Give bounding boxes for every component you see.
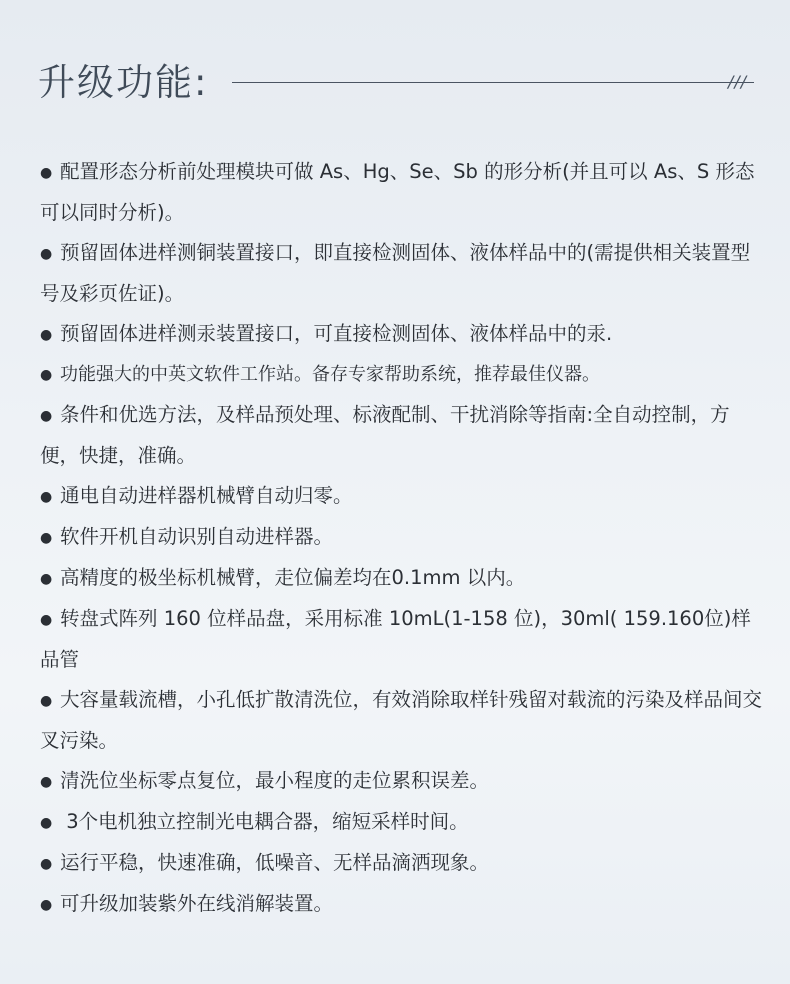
bullet-icon: ● — [40, 571, 53, 587]
bullet-icon: ● — [40, 489, 53, 505]
bullet-icon: ● — [40, 246, 53, 262]
section-header — [38, 58, 758, 108]
feature-text: 预留固体进样测汞装置接口，可直接检测固体、液体样品中的汞. — [60, 322, 613, 345]
bullet-icon: ● — [40, 327, 53, 343]
feature-item — [40, 884, 768, 925]
feature-item — [40, 802, 768, 843]
bullet-icon: ● — [40, 408, 53, 424]
feature-item — [40, 761, 768, 802]
slash-decoration: /// — [728, 72, 748, 91]
feature-text: 通电自动进样器机械臂自动归零。 — [60, 484, 353, 507]
feature-item — [40, 152, 768, 233]
bullet-icon: ● — [40, 693, 53, 709]
feature-item — [40, 395, 768, 476]
bullet-icon: ● — [40, 815, 53, 831]
feature-text: 预留固体进样测铜装置接口，即直接检测固体、液体样品中的(需提供相关装置型号及彩页佐证)。 — [40, 241, 751, 305]
bullet-icon: ● — [40, 897, 53, 913]
bullet-icon: ● — [40, 774, 53, 790]
feature-item — [40, 843, 768, 884]
feature-text: 清洗位坐标零点复位，最小程度的走位累积误差。 — [60, 769, 490, 792]
feature-list — [40, 152, 768, 925]
feature-text: 大容量载流槽，小孔低扩散清洗位，有效消除取样针残留对载流的污染及样品间交叉污染。 — [40, 688, 763, 752]
section-title: 升级功能: — [38, 61, 209, 104]
bullet-icon: ● — [40, 530, 53, 546]
feature-text: 可升级加装紫外在线消解装置。 — [60, 892, 334, 915]
feature-text: 运行平稳，快速准确，低噪音、无样品滴洒现象。 — [60, 851, 490, 874]
feature-text: 功能强大的中英文软件工作站。备存专家帮助系统，推荐最佳仪器。 — [60, 364, 600, 385]
feature-item — [40, 599, 768, 680]
feature-text: 配置形态分析前处理模块可做 As、Hg、Se、Sb 的形分析(并且可以 As、S 形态 可以同时分析)。 — [40, 160, 755, 224]
feature-item — [40, 517, 768, 558]
bullet-icon: ● — [40, 165, 53, 181]
feature-item — [40, 314, 768, 355]
feature-item — [40, 233, 768, 314]
title-divider-line — [232, 82, 754, 83]
bullet-icon: ● — [40, 612, 53, 628]
feature-item — [40, 680, 768, 761]
feature-text: 3个电机独立控制光电耦合器，缩短采样时间。 — [60, 810, 469, 833]
feature-text: 高精度的极坐标机械臂，走位偏差均在0.1mm 以内。 — [60, 566, 526, 589]
feature-item — [40, 558, 768, 599]
feature-text: 转盘式阵列 160 位样品盘，采用标准 10mL(1-158 位)，30ml( 159.160位)样品管 — [40, 607, 751, 671]
bullet-icon: ● — [40, 856, 53, 872]
feature-item — [40, 476, 768, 517]
feature-text: 软件开机自动识别自动进样器。 — [60, 525, 334, 548]
feature-text: 条件和优选方法，及样品预处理、标液配制、干扰消除等指南:全自动控制，方便，快捷，准确。 — [40, 403, 730, 467]
bullet-icon: ● — [40, 367, 53, 383]
feature-item — [40, 355, 768, 395]
